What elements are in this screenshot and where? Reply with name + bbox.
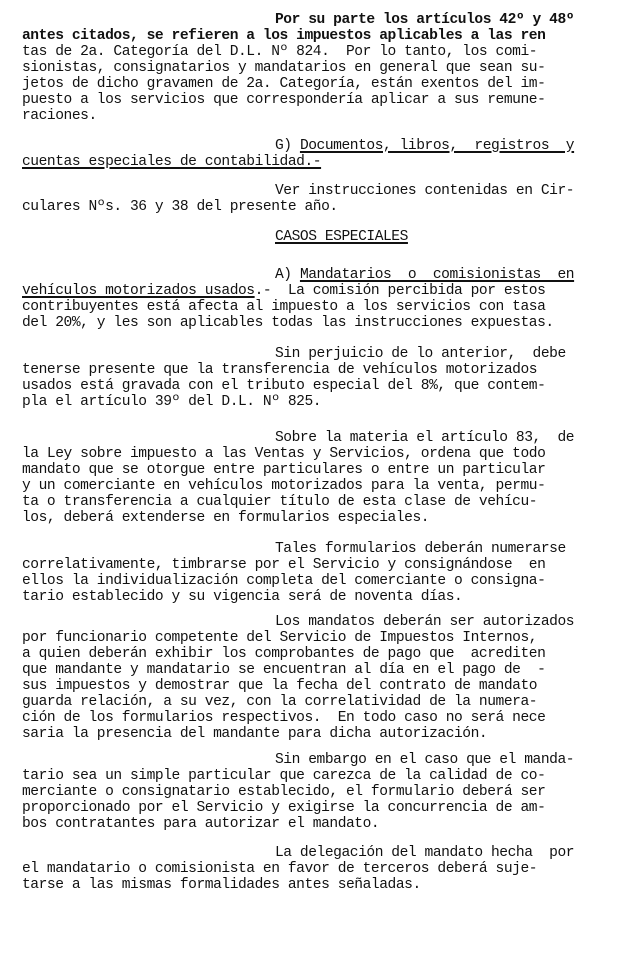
text-line: jetos de dicho gravamen de 2a. Categoría, están exentos del im- — [22, 76, 546, 92]
section-title: Documentos, libros, registros y — [299, 138, 575, 154]
text-line: ta o transferencia a cualquier título de esta clase de vehícu- — [22, 494, 538, 510]
text-line: Ver instrucciones contenidas en Cir- — [275, 183, 575, 199]
text-line: usados está gravada con el tributo especial del 8%, que contem- — [22, 378, 546, 394]
text-line: proporcionado por el Servicio y exigirse la concurrencia de am- — [22, 800, 546, 816]
special-cases-heading: CASOS ESPECIALES — [275, 229, 408, 245]
text-line: del 20%, y les son aplicables todas las instrucciones expuestas. — [22, 315, 554, 331]
text-line: Tales formularios deberán numerarse — [275, 541, 566, 557]
text-line: tarse a las mismas formalidades antes señaladas. — [22, 877, 421, 893]
text-line: los, deberá extenderse en formularios especiales. — [22, 510, 430, 526]
text-line: Los mandatos deberán ser autorizados — [275, 614, 575, 630]
section-heading-line: cuentas especiales de contabilidad.- — [22, 154, 322, 170]
text-line: y un comerciante en vehículos motorizados para la venta, permu- — [22, 478, 546, 494]
text-line: a quien deberán exhibir los comprobantes de pago que acrediten — [22, 646, 546, 662]
text-line: tario sea un simple particular que carezca de la calidad de co- — [22, 768, 546, 784]
text-line: correlativamente, timbrarse por el Servicio y consignándose en — [22, 557, 546, 573]
text-line: pla el artículo 39º del D.L. Nº 825. — [22, 394, 322, 410]
section-heading-line — [22, 283, 545, 299]
text-line: ción de los formularios respectivos. En todo caso no será nece — [22, 710, 546, 726]
section-label: G) — [275, 138, 292, 154]
text-line: tario establecido y su vigencia será de noventa días. — [22, 589, 463, 605]
section-title: Mandatarios o comisionistas en — [299, 267, 575, 283]
text-line: La delegación del mandato hecha por — [275, 845, 575, 861]
text-line: la Ley sobre impuesto a las Ventas y Servicios, ordena que todo — [22, 446, 546, 462]
text-line: contribuyentes está afecta al impuesto a los servicios con tasa — [22, 299, 546, 315]
text-line: puesto a los servicios que correspondería aplicar a sus remune- — [22, 92, 546, 108]
section-heading-line — [275, 138, 574, 154]
text-line: sus impuestos y demostrar que la fecha del contrato de mandato — [22, 678, 538, 694]
text-line: guarda relación, a su vez, con la correlatividad de la numera- — [22, 694, 538, 710]
text-line: tas de 2a. Categoría del D.L. Nº 824. Por lo tanto, los comi- — [22, 44, 538, 60]
text-line: culares Nºs. 36 y 38 del presente año. — [22, 199, 338, 215]
text-line: antes citados, se refieren a los impuestos aplicables a las ren — [22, 28, 546, 44]
text-line: sionistas, consignatarios y mandatarios en general que sean su- — [22, 60, 546, 76]
text-line: merciante o consignatario establecido, el formulario deberá ser — [22, 784, 546, 800]
text-line: Sobre la materia el artículo 83, de — [275, 430, 575, 446]
text-line: mandato que se otorgue entre particulares o entre un particular — [22, 462, 546, 478]
text-line: que mandante y mandatario se encuentran al día en el pago de - — [22, 662, 546, 678]
text-line: Sin embargo en el caso que el manda- — [275, 752, 575, 768]
text-line: Por su parte los artículos 42º y 48º — [275, 12, 575, 28]
text-line: Sin perjuicio de lo anterior, debe — [275, 346, 566, 362]
text-line: tenerse presente que la transferencia de vehículos motorizados — [22, 362, 538, 378]
text-line: saria la presencia del mandante para dicha autorización. — [22, 726, 488, 742]
text-line: el mandatario o comisionista en favor de terceros deberá suje- — [22, 861, 538, 877]
text-line: por funcionario competente del Servicio de Impuestos Internos, — [22, 630, 538, 646]
section-label: A) — [275, 267, 292, 283]
text-line: raciones. — [22, 108, 97, 124]
section-heading-line — [275, 267, 574, 283]
text-line: ellos la individualización completa del comerciante o consigna- — [22, 573, 546, 589]
section-title: vehículos motorizados usados — [22, 283, 255, 299]
text-fragment: .- La comisión percibida por estos — [254, 283, 546, 299]
text-line: bos contratantes para autorizar el mandato. — [22, 816, 380, 832]
